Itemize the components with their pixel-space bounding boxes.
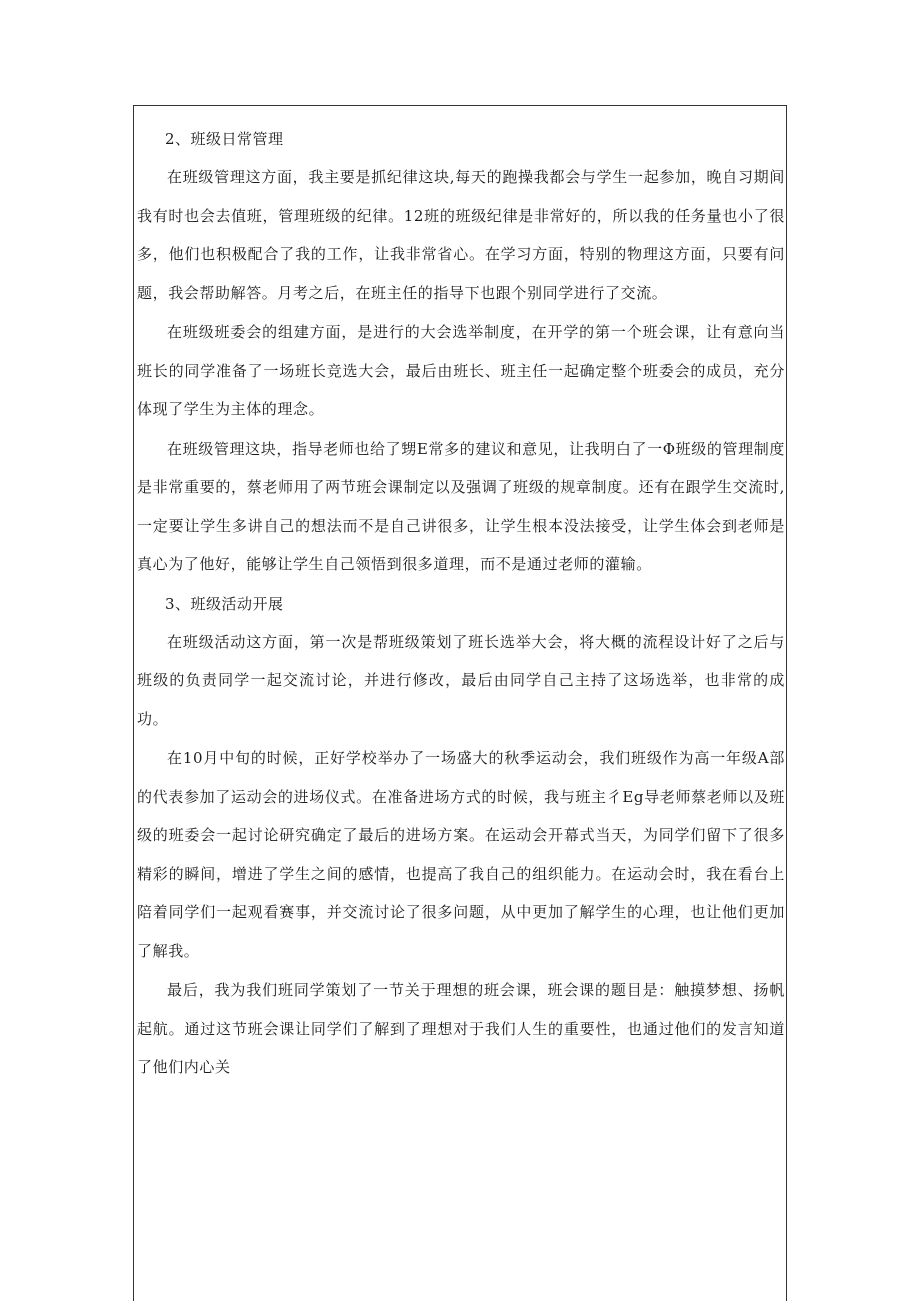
paragraph-ideal-class-meeting: 最后，我为我们班同学策划了一节关于理想的班会课，班会课的题目是：触摸梦想、扬帆起航。通过这节班会课让同学们了解到了理想对于我们人生的重要性，也通过他们的发言知道了他们内心关	[137, 981, 785, 1076]
section-heading-daily-management: 2、班级日常管理	[165, 130, 284, 148]
paragraph-sports-meeting: 在10月中旬的时候，正好学校举办了一场盛大的秋季运动会，我们班级作为高一年级A部的代表参加了运动会的进场仪式。在准备进场方式的时候，我与班主彳Eg导老师蔡老师以及班级的班委会一起讨论研究确定了最后的进场方案。在运动会开幕式当天，为同学们留下了很多精彩的瞬间，增进了学生之间的感情，也提高了我自己的组织能力。在运动会时，我在看台上陪着同学们一起观看赛事，并交流讨论了很多问题，从中更加了解学生的心理，也让他们更加了解我。	[137, 749, 785, 960]
paragraph-discipline: 在班级管理这方面，我主要是抓纪律这块,每天的跑操我都会与学生一起参加，晚自习期间我有时也会去值班，管理班级的纪律。12班的班级纪律是非常好的，所以我的任务量也小了很多，他们也积极配合了我的工作，让我非常省心。在学习方面，特别的物理这方面，只要有问题，我会帮助解答。月考之后，在班主任的指导下也跟个别同学进行了交流。	[137, 168, 785, 302]
paragraph-class-committee: 在班级班委会的组建方面，是进行的大会选举制度，在开学的第一个班会课，让有意向当班长的同学准备了一场班长竞选大会，最后由班长、班主任一起确定整个班委会的成员，充分体现了学生为主体的理念。	[137, 323, 785, 418]
section-heading-class-activities: 3、班级活动开展	[165, 594, 284, 613]
paragraph-monitor-election: 在班级活动这方面，第一次是帮班级策划了班长选举大会，将大概的流程设计好了之后与班级的负责同学一起交流讨论，并进行修改，最后由同学自己主持了这场选举，也非常的成功。	[137, 632, 785, 728]
document-body	[137, 120, 785, 1088]
paragraph-advisor-guidance: 在班级管理这块，指导老师也给了甥E常多的建议和意见，让我明白了一Φ班级的管理制度是非常重要的，蔡老师用了两节班会课制定以及强调了班级的规章制度。还有在跟学生交流时,一定要让学生多讲自己的想法而不是自己讲很多，让学生根本没法接受，让学生体会到老师是真心为了他好，能够让学生自己领悟到很多道理，而不是通过老师的灌输。	[137, 439, 785, 573]
